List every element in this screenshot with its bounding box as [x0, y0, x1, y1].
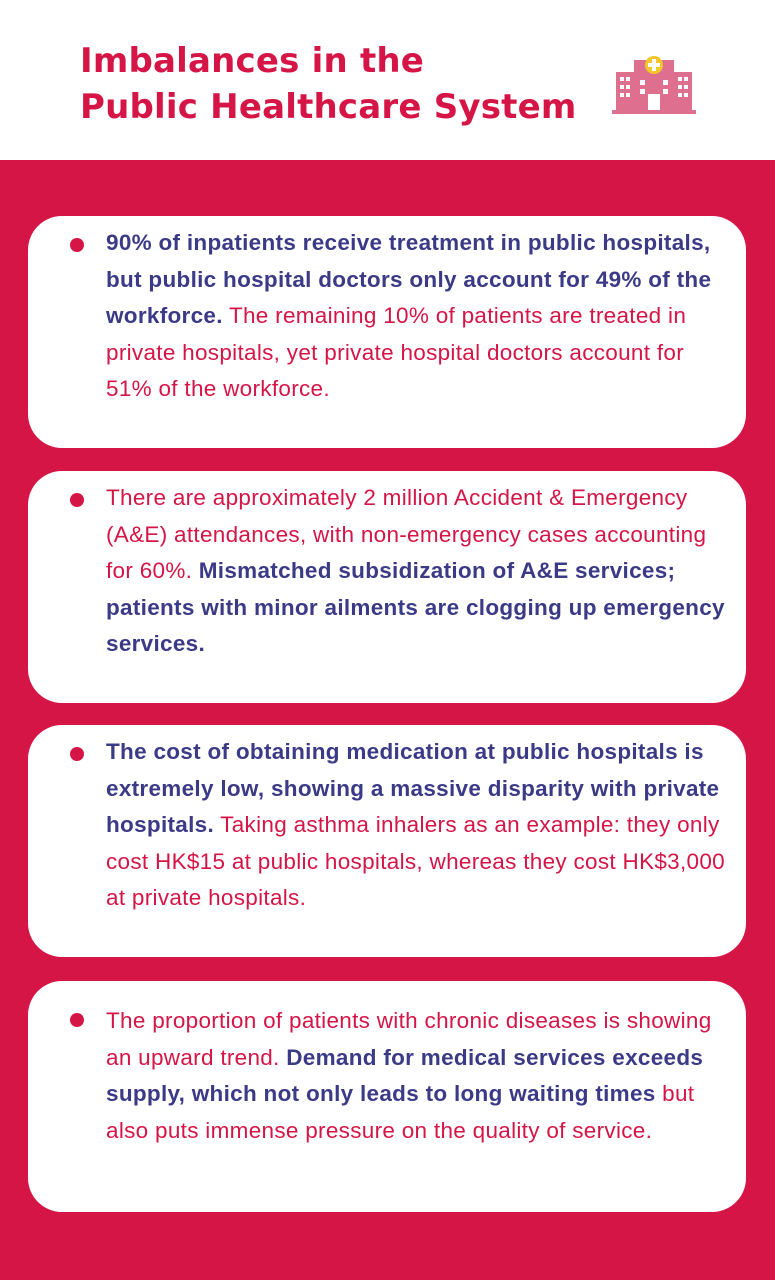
- emphasis-text: Mismatched subsidization of A&E services; patients with minor ailments are clogging up emergency services.: [106, 558, 725, 656]
- emphasis-text: Demand for medical services exceeds supply, which not only leads to long waiting times: [106, 1044, 704, 1106]
- body-text: There are approximately 2 million Accident & Emergency (A&E) attendances, with non-emergency cases accounting for 60%.: [106, 485, 707, 583]
- body-text: The remaining 10% of patients are treated in private hospitals, yet private hospital doctors account for 51% of the workforce.: [106, 303, 687, 401]
- title-line-1: Imbalances in the: [80, 41, 425, 81]
- body-text: but also puts immense pressure on the quality of service.: [106, 1081, 695, 1143]
- info-card-4: [28, 981, 746, 1212]
- body-text: Taking asthma inhalers as an example: they only cost HK$15 at public hospitals, whereas they cost HK$3,000 at private hospitals.: [106, 812, 725, 910]
- emphasis-text: The cost of obtaining medication at public hospitals is extremely low, showing a massive disparity with private hospitals.: [106, 739, 720, 837]
- emphasis-text: 90% of inpatients receive treatment in public hospitals, but public hospital doctors only account for 49% of the workforce.: [106, 230, 712, 328]
- bullet-dot: [70, 1013, 84, 1027]
- bullet-dot: [70, 238, 84, 252]
- body-text: The proportion of patients with chronic diseases is showing an upward trend.: [106, 1008, 712, 1070]
- card-text: [106, 480, 734, 663]
- info-card-3: [28, 725, 746, 957]
- card-text: [106, 734, 734, 917]
- card-text: [106, 225, 734, 408]
- bullet-dot: [70, 747, 84, 761]
- card-text: [106, 1003, 734, 1149]
- hospital-icon: [612, 54, 696, 114]
- bullet-dot: [70, 493, 84, 507]
- info-card-1: [28, 216, 746, 448]
- page-title: [80, 38, 577, 130]
- info-card-2: [28, 471, 746, 703]
- title-line-2: Public Healthcare System: [80, 87, 577, 127]
- header: [0, 0, 775, 160]
